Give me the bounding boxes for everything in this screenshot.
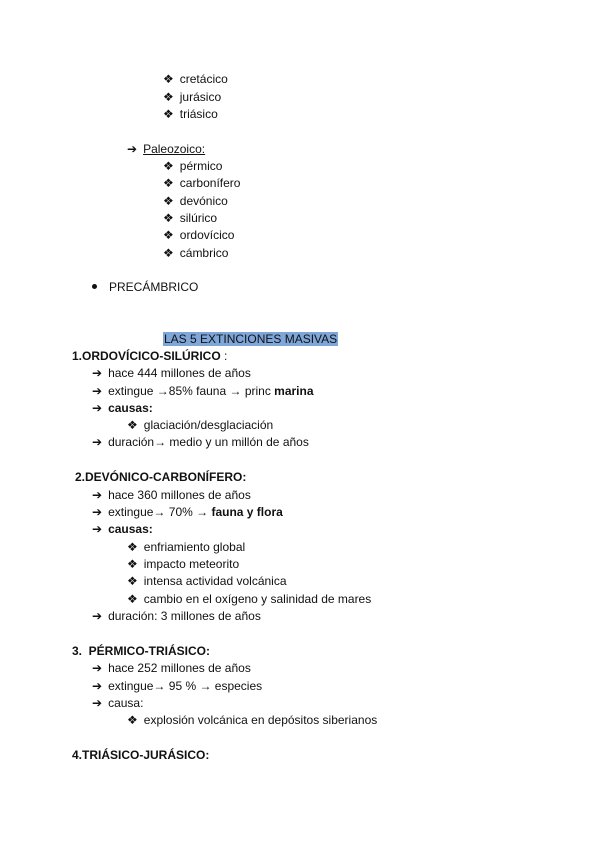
diamond-bullet-icon: ❖ [163, 228, 174, 242]
diamond-bullet-icon: ❖ [163, 176, 174, 190]
diamond-bullet-icon: ❖ [127, 713, 138, 727]
arrow-icon: ➔ [92, 488, 103, 502]
arrow-icon: ➔ [92, 401, 103, 415]
arrow-icon: ➔ [92, 679, 103, 693]
diamond-bullet-icon: ❖ [163, 194, 174, 208]
arrow-icon: ➔ [92, 696, 103, 710]
list-item: ❖ devónico [163, 194, 228, 208]
list-item: ❖ glaciación/desglaciación [127, 418, 274, 432]
arrow-icon: ➔ [92, 435, 103, 449]
diamond-bullet-icon: ❖ [163, 246, 174, 260]
diamond-bullet-icon: ❖ [163, 72, 174, 86]
list-item: ➔ duración→ medio y un millón de años [92, 435, 309, 449]
diamond-bullet-icon: ❖ [163, 159, 174, 173]
list-item: ➔ extingue→ 70% → fauna y flora [92, 505, 283, 519]
list-item: ➔ causa: [92, 696, 144, 710]
diamond-bullet-icon: ❖ [127, 540, 138, 554]
arrow-icon: ➔ [127, 142, 138, 156]
list-item: ❖ enfriamiento global [127, 540, 246, 554]
arrow-icon: ➔ [92, 661, 103, 675]
bullet-icon [92, 284, 97, 289]
list-item: ➔ extingue →85% fauna → princ marina [92, 384, 314, 398]
list-item: ❖ jurásico [163, 90, 222, 104]
era-heading-paleozoic: ➔ Paleozoico: [127, 142, 206, 156]
diamond-bullet-icon: ❖ [127, 592, 138, 606]
list-item: ❖ explosión volcánica en depósitos siberianos [127, 713, 378, 727]
extinction-heading-1: 1.ORDOVÍCICO-SILÚRICO : [72, 349, 228, 363]
extinction-heading-3: 3. PÉRMICO-TRIÁSICO: [72, 644, 211, 658]
section-title: LAS 5 EXTINCIONES MASIVAS [164, 332, 338, 346]
list-item: ❖ cámbrico [163, 246, 229, 260]
list-item: ❖ cretácico [163, 72, 228, 86]
list-item: ❖ pérmico [163, 159, 223, 173]
list-item: ➔ hace 444 millones de años [92, 366, 251, 380]
list-item: ❖ intensa actividad volcánica [127, 574, 287, 588]
list-item: ➔ causas: [92, 522, 153, 536]
diamond-bullet-icon: ❖ [163, 90, 174, 104]
list-item: ❖ ordovícico [163, 228, 235, 242]
list-item: ➔ extingue→ 95 % → especies [92, 679, 263, 693]
list-item: ❖ impacto meteorito [127, 557, 240, 571]
list-item: ➔ causas: [92, 401, 153, 415]
arrow-icon: ➔ [92, 384, 103, 398]
list-item: ❖ carbonífero [163, 176, 241, 190]
list-item-precambrian: PRECÁMBRICO [90, 280, 198, 295]
arrow-icon: ➔ [92, 366, 103, 380]
list-item: ❖ silúrico [163, 211, 218, 225]
extinction-heading-4: 4.TRIÁSICO-JURÁSICO: [72, 748, 210, 762]
list-item: ➔ hace 252 millones de años [92, 661, 251, 675]
arrow-icon: ➔ [92, 505, 103, 519]
list-item: ❖ triásico [163, 107, 218, 121]
diamond-bullet-icon: ❖ [163, 107, 174, 121]
diamond-bullet-icon: ❖ [163, 211, 174, 225]
list-item: ➔ duración: 3 millones de años [92, 609, 261, 623]
diamond-bullet-icon: ❖ [127, 557, 138, 571]
arrow-icon: ➔ [92, 522, 103, 536]
list-item: ❖ cambio en el oxígeno y salinidad de mares [127, 592, 372, 606]
arrow-icon: ➔ [92, 609, 103, 623]
diamond-bullet-icon: ❖ [127, 418, 138, 432]
list-item: ➔ hace 360 millones de años [92, 488, 251, 502]
diamond-bullet-icon: ❖ [127, 574, 138, 588]
extinction-heading-2: 2.DEVÓNICO-CARBONÍFERO: [75, 470, 247, 484]
